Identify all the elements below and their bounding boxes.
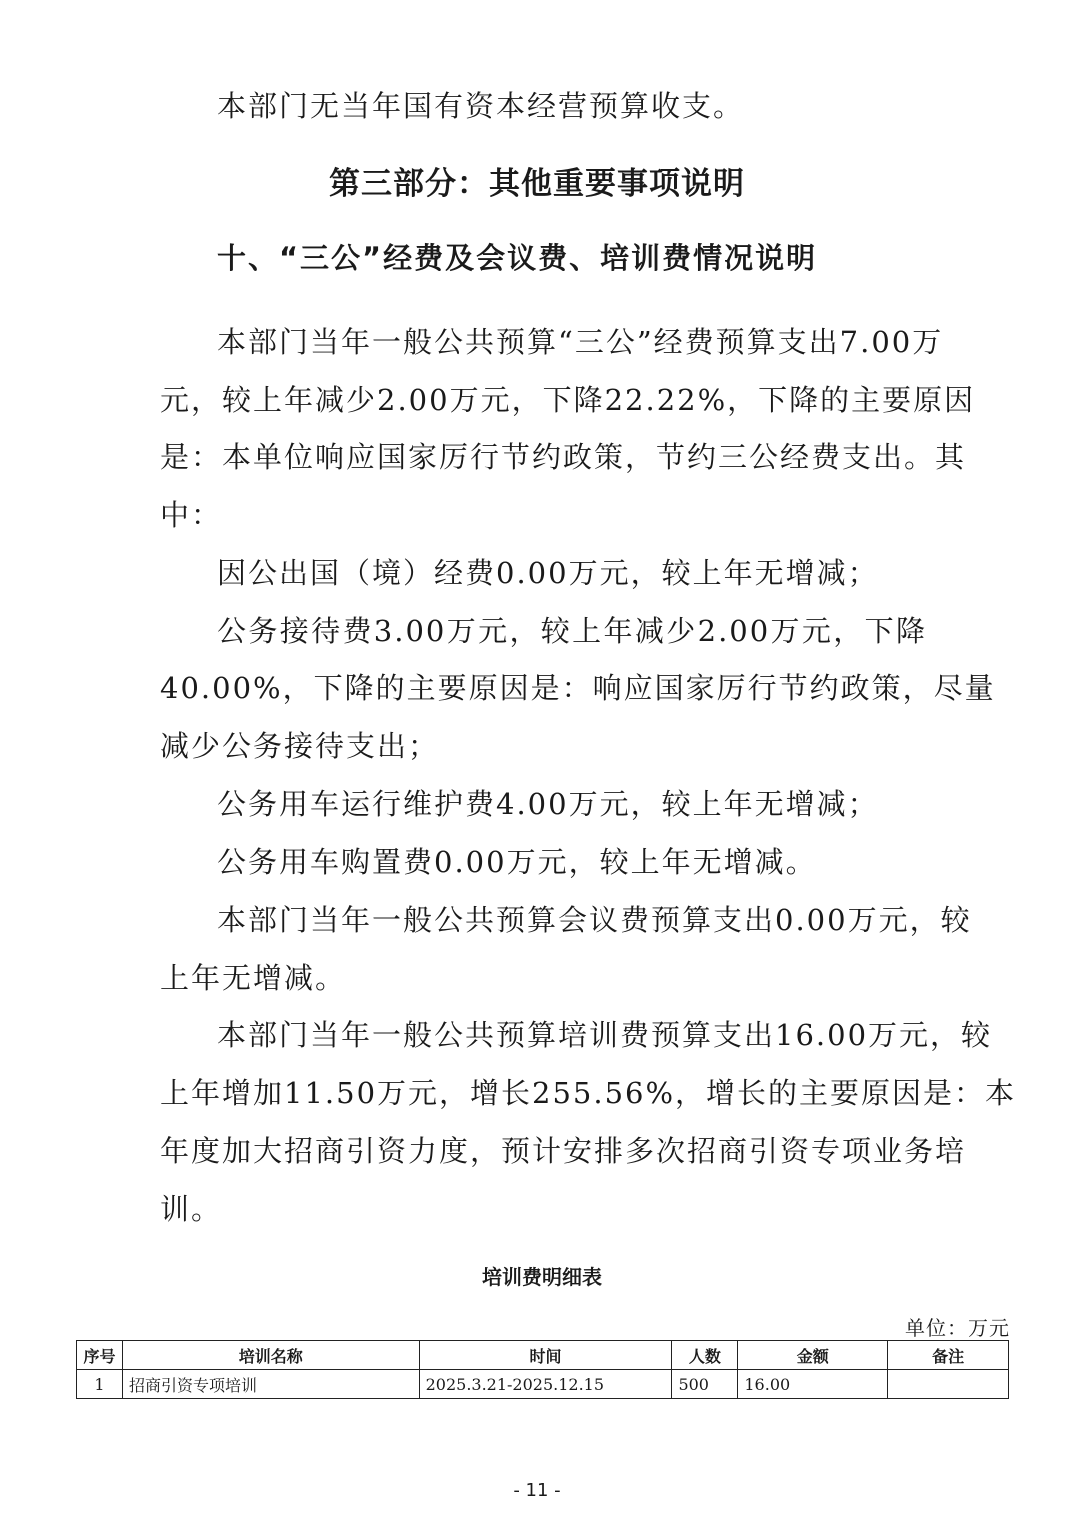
header-time: 时间 — [419, 1341, 672, 1370]
para7-line4: 训。 — [160, 1192, 223, 1226]
part-heading: 第三部分：其他重要事项说明 — [329, 166, 745, 202]
training-fee-table — [76, 1340, 1009, 1399]
table-title: 培训费明细表 — [482, 1265, 602, 1289]
para4-line1: 公务用车运行维护费4.00万元，较上年无增减； — [217, 787, 879, 821]
header-remarks: 备注 — [888, 1341, 1009, 1370]
para3-line2: 40.00%，下降的主要原因是：响应国家厉行节约政策，尽量 — [160, 671, 996, 705]
para7-line1: 本部门当年一般公共预算培训费预算支出16.00万元，较 — [217, 1018, 993, 1052]
table-unit: 单位：万元 — [905, 1316, 1010, 1340]
para1-line4: 中： — [160, 498, 223, 532]
para7-line2: 上年增加11.50万元，增长255.56%，增长的主要原因是：本 — [160, 1076, 1017, 1110]
page-number: - 11 - — [513, 1480, 561, 1501]
cell-headcount: 500 — [672, 1370, 738, 1399]
cell-time: 2025.3.21-2025.12.15 — [419, 1370, 672, 1399]
para2-line1: 因公出国（境）经费0.00万元，较上年无增减； — [217, 556, 879, 590]
cell-training-name: 招商引资专项培训 — [122, 1370, 419, 1399]
para3-line3: 减少公务接待支出； — [160, 729, 440, 763]
header-amount: 金额 — [738, 1341, 888, 1370]
para6-line1: 本部门当年一般公共预算会议费预算支出0.00万元，较 — [217, 903, 972, 937]
para7-line3: 年度加大招商引资力度，预计安排多次招商引资专项业务培 — [160, 1134, 967, 1168]
header-seq: 序号 — [77, 1341, 123, 1370]
cell-seq: 1 — [77, 1370, 123, 1399]
para1-line2: 元，较上年减少2.00万元，下降22.22%，下降的主要原因 — [160, 383, 976, 417]
para6-line2: 上年无增减。 — [160, 961, 347, 995]
cell-remarks — [888, 1370, 1009, 1399]
section-heading: 十、“三公”经费及会议费、培训费情况说明 — [217, 241, 818, 275]
header-training-name: 培训名称 — [122, 1341, 419, 1370]
intro-line: 本部门无当年国有资本经营预算收支。 — [217, 89, 745, 123]
para3-line1: 公务接待费3.00万元，较上年减少2.00万元，下降 — [217, 614, 927, 648]
header-headcount: 人数 — [672, 1341, 738, 1370]
table-row — [77, 1370, 1009, 1399]
para1-line1: 本部门当年一般公共预算“三公”经费预算支出7.00万 — [217, 325, 944, 359]
para5-line1: 公务用车购置费0.00万元，较上年无增减。 — [217, 845, 817, 879]
table-header-row — [77, 1341, 1009, 1370]
para1-line3: 是：本单位响应国家厉行节约政策，节约三公经费支出。其 — [160, 440, 967, 474]
cell-amount: 16.00 — [738, 1370, 888, 1399]
